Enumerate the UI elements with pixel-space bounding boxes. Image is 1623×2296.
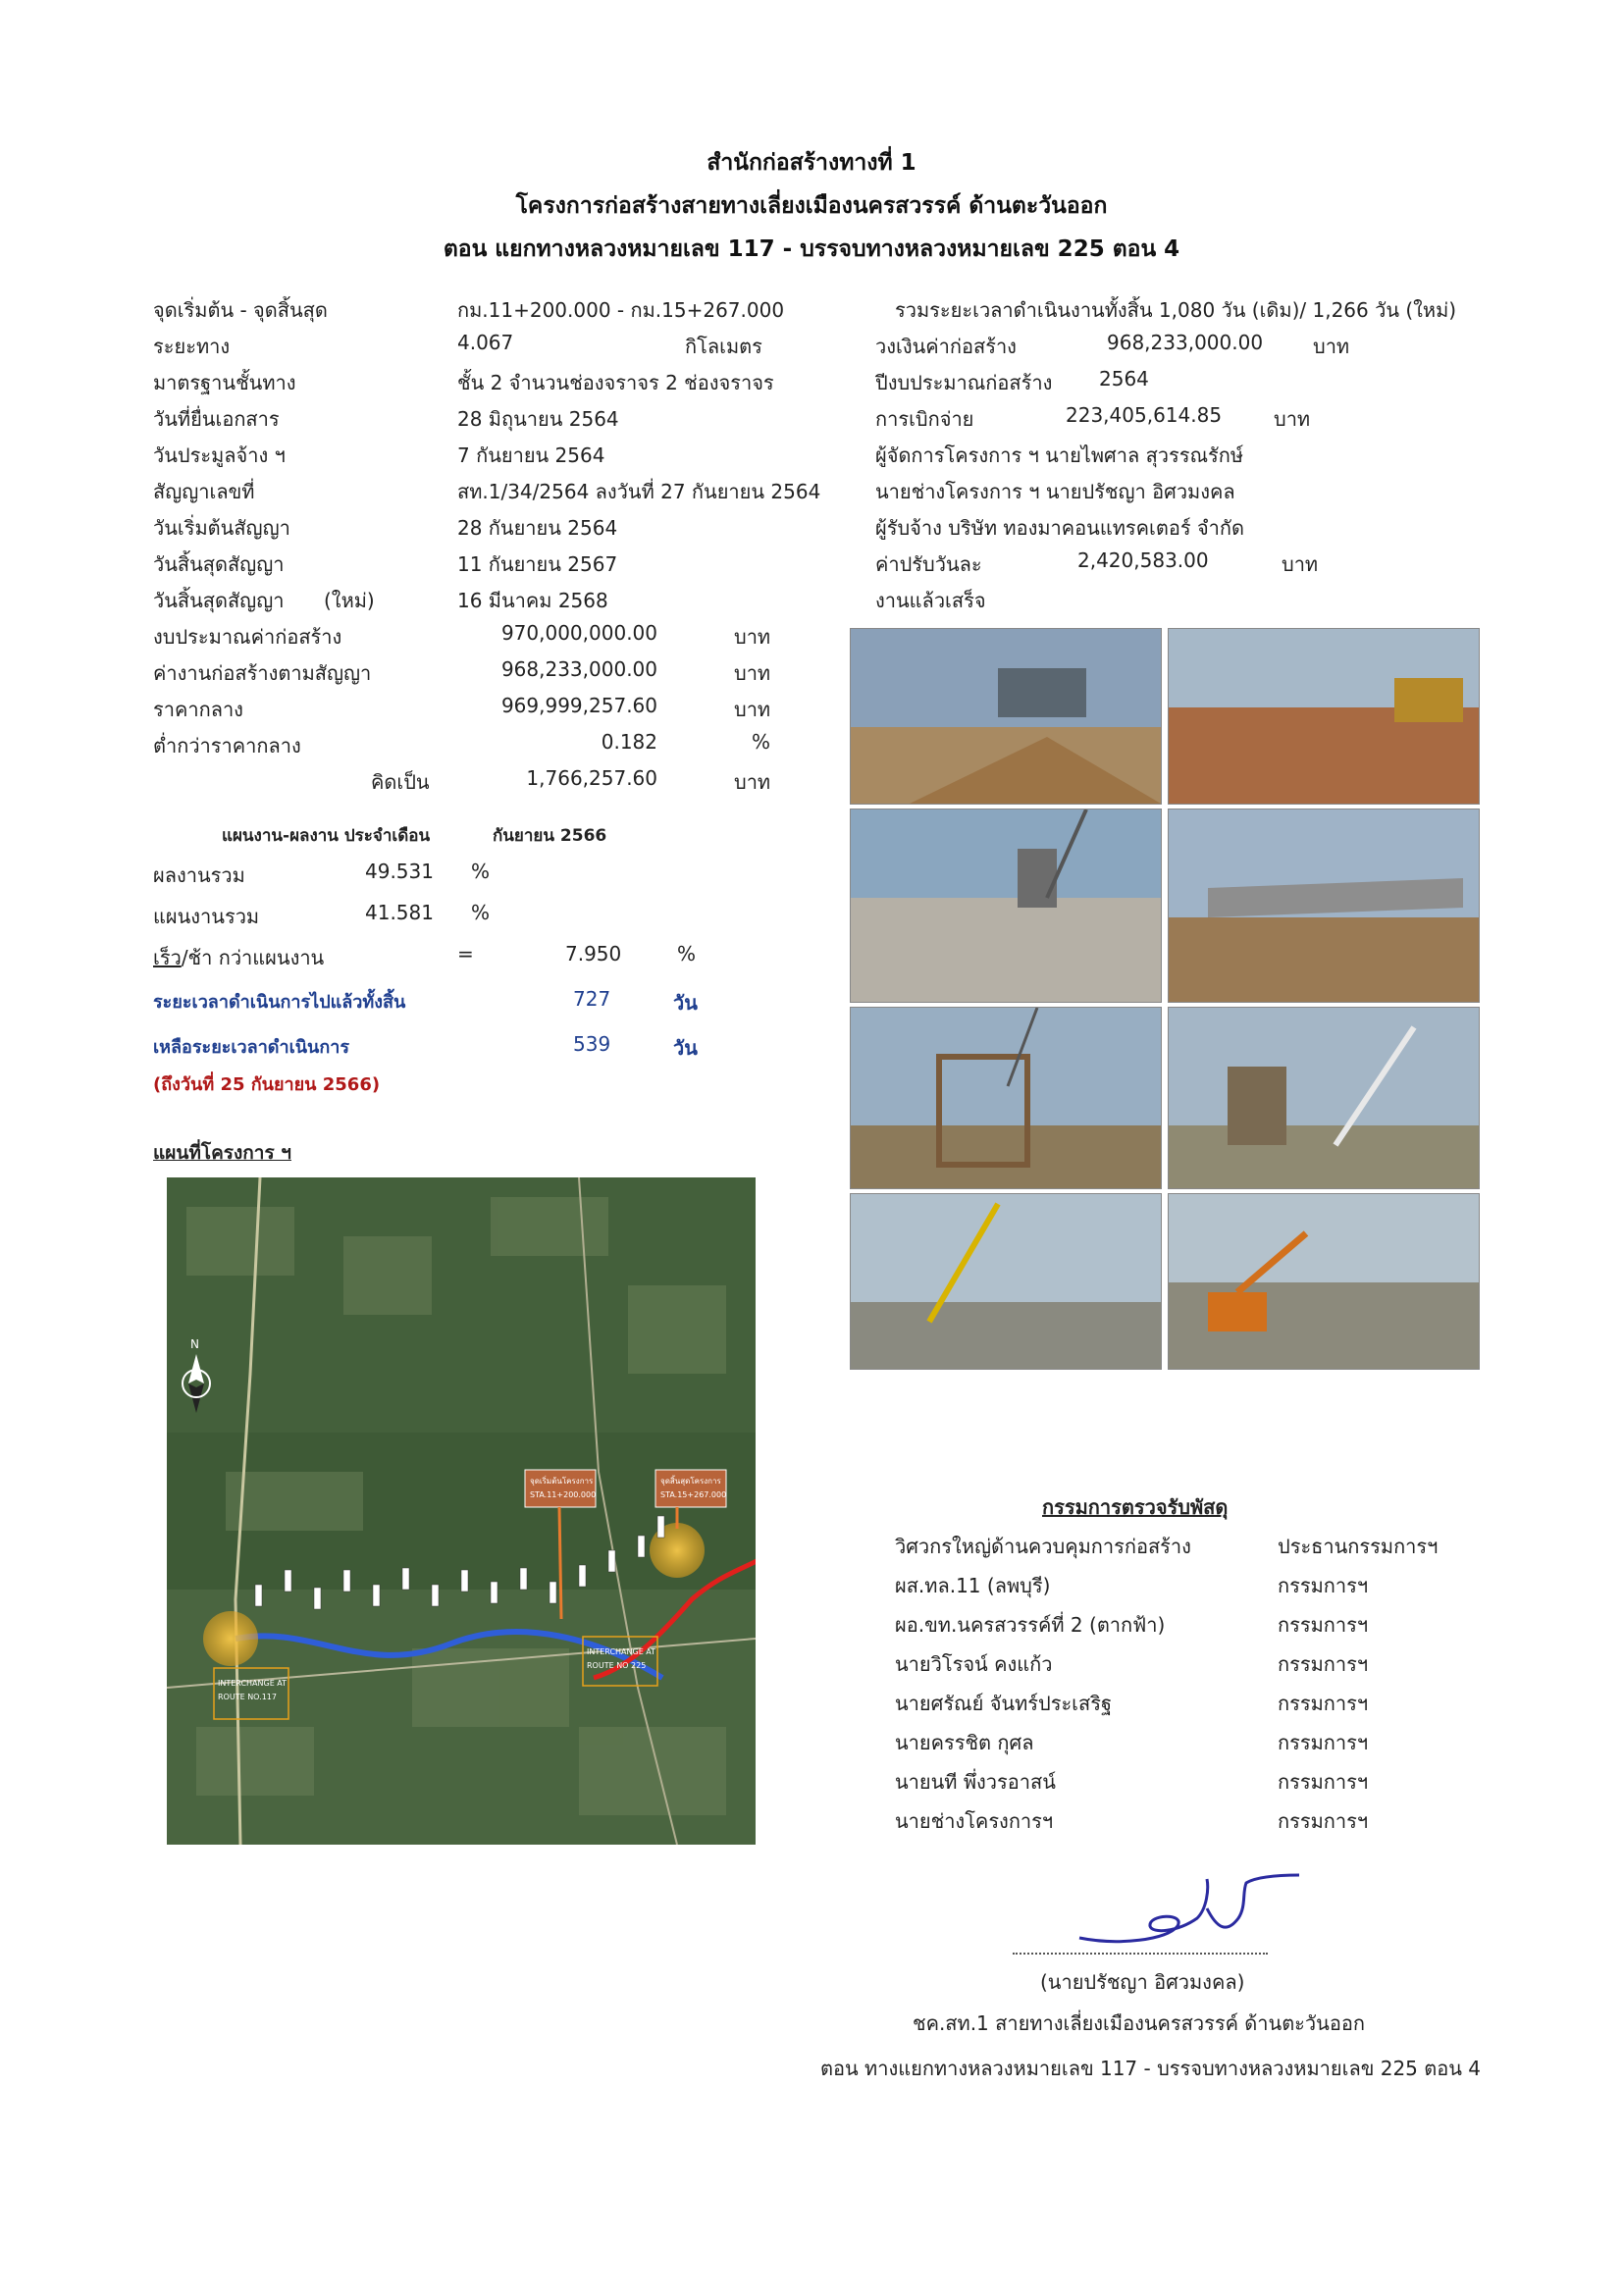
- photo-formwork: [850, 1007, 1162, 1189]
- fine-value: 2,420,583.00: [1077, 548, 1209, 572]
- signer-section: ตอน ทางแยกทางหลวงหมายเลข 117 - บรรจบทางหลวงหมายเลข 225 ตอน 4: [820, 2057, 1482, 2080]
- budget-label: งบประมาณค่าก่อสร้าง: [153, 625, 342, 649]
- disbursed-unit: บาท: [1274, 407, 1311, 431]
- info-label: วันสิ้นสุดสัญญา: [153, 552, 285, 576]
- info-value: 28 มิถุนายน 2564: [457, 407, 619, 431]
- fine-unit: บาท: [1282, 552, 1319, 576]
- committee-member: นายครรชิต กุศล: [895, 1731, 1034, 1754]
- elapsed-unit: วัน: [673, 991, 698, 1015]
- committee-role: ประธานกรรมการฯ: [1278, 1535, 1439, 1558]
- committee-role: กรรมการฯ: [1278, 1809, 1369, 1833]
- plan-label: แผนงานรวม: [153, 905, 260, 928]
- committee-member: นายวิโรจน์ คงแก้ว: [895, 1652, 1053, 1676]
- budget-value: 0.182: [601, 730, 657, 754]
- photo-concrete-pour: [850, 809, 1162, 1003]
- committee-role: กรรมการฯ: [1278, 1574, 1369, 1597]
- disbursed-label: การเบิกจ่าย: [875, 407, 974, 431]
- photo-bridge: [1168, 809, 1480, 1003]
- signature-line: [1013, 1953, 1268, 1955]
- budget-label: ต่ำกว่าราคากลาง: [153, 734, 301, 757]
- header-line-3: ตอน แยกทางหลวงหมายเลข 117 - บรรจบทางหลวงหมายเลข 225 ตอน 4: [443, 236, 1180, 262]
- committee-role: กรรมการฯ: [1278, 1770, 1369, 1794]
- photo-crane: [1168, 1007, 1480, 1189]
- committee-member: ผส.ทล.11 (ลพบุรี): [895, 1574, 1051, 1597]
- committee-member: นายศรัณย์ จันทร์ประเสริฐ: [895, 1692, 1113, 1715]
- end-point-label: จุดสิ้นสุดโครงการ: [660, 1477, 721, 1486]
- map-svg: [167, 1177, 756, 1845]
- info-label: วันสิ้นสุดสัญญา: [153, 589, 285, 612]
- budget-unit: %: [752, 730, 771, 754]
- progress-heading: แผนงาน-ผลงาน ประจำเดือน: [222, 826, 431, 846]
- diff-eq: =: [457, 942, 474, 965]
- actual-unit: %: [471, 860, 491, 883]
- info-value: 11 กันยายน 2567: [457, 552, 618, 576]
- plan-value: 41.581: [365, 901, 434, 924]
- info-label: วันที่ยื่นเอกสาร: [153, 407, 280, 431]
- north-label: N: [190, 1337, 199, 1351]
- info-value: สท.1/34/2564 ลงวันที่ 27 กันยายน 2564: [457, 480, 821, 503]
- contract-amount-label: วงเงินค่าก่อสร้าง: [875, 335, 1017, 358]
- committee-title: กรรมการตรวจรับพัสดุ: [1042, 1495, 1229, 1519]
- info-value: 7 กันยายน 2564: [457, 444, 605, 467]
- signer-position: ชค.สท.1 สายทางเลี่ยงเมืองนครสวรรค์ ด้านตะวันออก: [913, 2011, 1365, 2035]
- budget-label: ค่างานก่อสร้างตามสัญญา: [153, 661, 372, 685]
- photo-grader: [1168, 628, 1480, 805]
- plan-unit: %: [471, 901, 491, 924]
- committee-member: ผอ.ขท.นครสวรรค์ที่ 2 (ตากฟ้า): [895, 1613, 1166, 1637]
- fiscal-value: 2564: [1099, 367, 1149, 391]
- diff-label-rest: /ช้า กว่าแผนงาน: [181, 946, 325, 969]
- budget-value: 969,999,257.60: [500, 694, 657, 717]
- photo-dump-truck: [850, 628, 1162, 805]
- map-title: แผนที่โครงการ ฯ: [153, 1142, 291, 1164]
- info-label: จุดเริ่มต้น - จุดสิ้นสุด: [153, 298, 328, 322]
- committee-role: กรรมการฯ: [1278, 1652, 1369, 1676]
- manager-text: ผู้จัดการโครงการ ฯ นายไพศาล สุวรรณรักษ์: [875, 444, 1244, 467]
- budget-value: 1,766,257.60: [526, 766, 657, 790]
- committee-member: นายนที พึ่งวรอาสน์: [895, 1770, 1056, 1794]
- budget-unit: บาท: [734, 625, 771, 649]
- info-value: 28 กันยายน 2564: [457, 516, 618, 540]
- engineer-text: นายช่างโครงการ ฯ นายปรัชญา อิศวมงคล: [875, 480, 1235, 503]
- ic1-label-b: ROUTE NO.117: [218, 1693, 277, 1701]
- diff-value: 7.950: [565, 942, 622, 965]
- ic2-label-b: ROUTE NO 225: [587, 1661, 647, 1670]
- contract-amount-unit: บาท: [1313, 335, 1350, 358]
- budget-label: คิดเป็น: [371, 770, 430, 794]
- budget-value: 968,233,000.00: [500, 657, 657, 681]
- start-point-label: จุดเริ่มต้นโครงการ: [530, 1477, 594, 1486]
- info-label: วันเริ่มต้นสัญญา: [153, 516, 290, 540]
- contract-amount-value: 968,233,000.00: [1107, 331, 1264, 354]
- project-map: [167, 1177, 756, 1845]
- photo-crane-barrier: [850, 1193, 1162, 1370]
- budget-unit: บาท: [734, 698, 771, 721]
- diff-label-faster: เร็ว: [153, 946, 182, 969]
- duration-text: รวมระยะเวลาดำเนินงานทั้งสิ้น 1,080 วัน (เดิม)/ 1,266 วัน (ใหม่): [895, 298, 1457, 322]
- info-label: สัญญาเลขที่: [153, 480, 255, 503]
- elapsed-value: 727: [573, 987, 611, 1011]
- elapsed-label: ระยะเวลาดำเนินการไปแล้วทั้งสิ้น: [153, 992, 406, 1013]
- info-label: ระยะทาง: [153, 335, 231, 358]
- fine-label: ค่าปรับวันละ: [875, 552, 982, 576]
- start-point-sta: STA.11+200.000: [530, 1490, 597, 1499]
- info-value: กม.11+200.000 - กม.15+267.000: [457, 298, 785, 322]
- disbursed-value: 223,405,614.85: [1066, 403, 1223, 427]
- as-of-date: (ถึงวันที่ 25 กันยายน 2566): [153, 1074, 381, 1095]
- header-line-2: โครงการก่อสร้างสายทางเลี่ยงเมืองนครสวรรค์ ด้านตะวันออก: [515, 193, 1108, 219]
- remain-unit: วัน: [673, 1036, 698, 1060]
- info-unit: กิโลเมตร: [685, 335, 762, 358]
- actual-label: ผลงานรวม: [153, 863, 245, 887]
- committee-role: กรรมการฯ: [1278, 1613, 1369, 1637]
- budget-label: ราคากลาง: [153, 698, 243, 721]
- info-value: 4.067: [457, 331, 514, 354]
- budget-value: 970,000,000.00: [500, 621, 657, 645]
- signature-mark: [1060, 1869, 1305, 1948]
- progress-month: กันยายน 2566: [493, 826, 607, 846]
- signer-name: (นายปรัชญา อิศวมงคล): [1040, 1970, 1245, 1994]
- info-label: มาตรฐานชั้นทาง: [153, 371, 296, 394]
- diff-unit: %: [677, 942, 697, 965]
- status-text: งานแล้วเสร็จ: [875, 589, 986, 612]
- committee-member: วิศวกรใหญ่ด้านควบคุมการก่อสร้าง: [895, 1535, 1191, 1558]
- committee-role: กรรมการฯ: [1278, 1731, 1369, 1754]
- info-note: (ใหม่): [324, 589, 375, 612]
- header-line-1: สำนักก่อสร้างทางที่ 1: [707, 150, 916, 176]
- fiscal-label: ปีงบประมาณก่อสร้าง: [875, 371, 1053, 394]
- remain-label: เหลือระยะเวลาดำเนินการ: [153, 1037, 350, 1058]
- committee-member: นายช่างโครงการฯ: [895, 1809, 1054, 1833]
- remain-value: 539: [573, 1032, 611, 1056]
- info-value: ชั้น 2 จำนวนช่องจราจร 2 ช่องจราจร: [457, 371, 774, 394]
- info-value: 16 มีนาคม 2568: [457, 589, 608, 612]
- budget-unit: บาท: [734, 661, 771, 685]
- contractor-text: ผู้รับจ้าง บริษัท ทองมาคอนแทรคเตอร์ จำกัด: [875, 516, 1245, 540]
- diff-label: [153, 942, 324, 973]
- budget-unit: บาท: [734, 770, 771, 794]
- end-point-sta: STA.15+267.000: [660, 1490, 727, 1499]
- actual-value: 49.531: [365, 860, 434, 883]
- ic1-label-a: INTERCHANGE AT: [218, 1679, 288, 1688]
- photo-excavator: [1168, 1193, 1480, 1370]
- info-label: วันประมูลจ้าง ฯ: [153, 444, 286, 467]
- ic2-label-a: INTERCHANGE AT: [587, 1647, 656, 1656]
- committee-role: กรรมการฯ: [1278, 1692, 1369, 1715]
